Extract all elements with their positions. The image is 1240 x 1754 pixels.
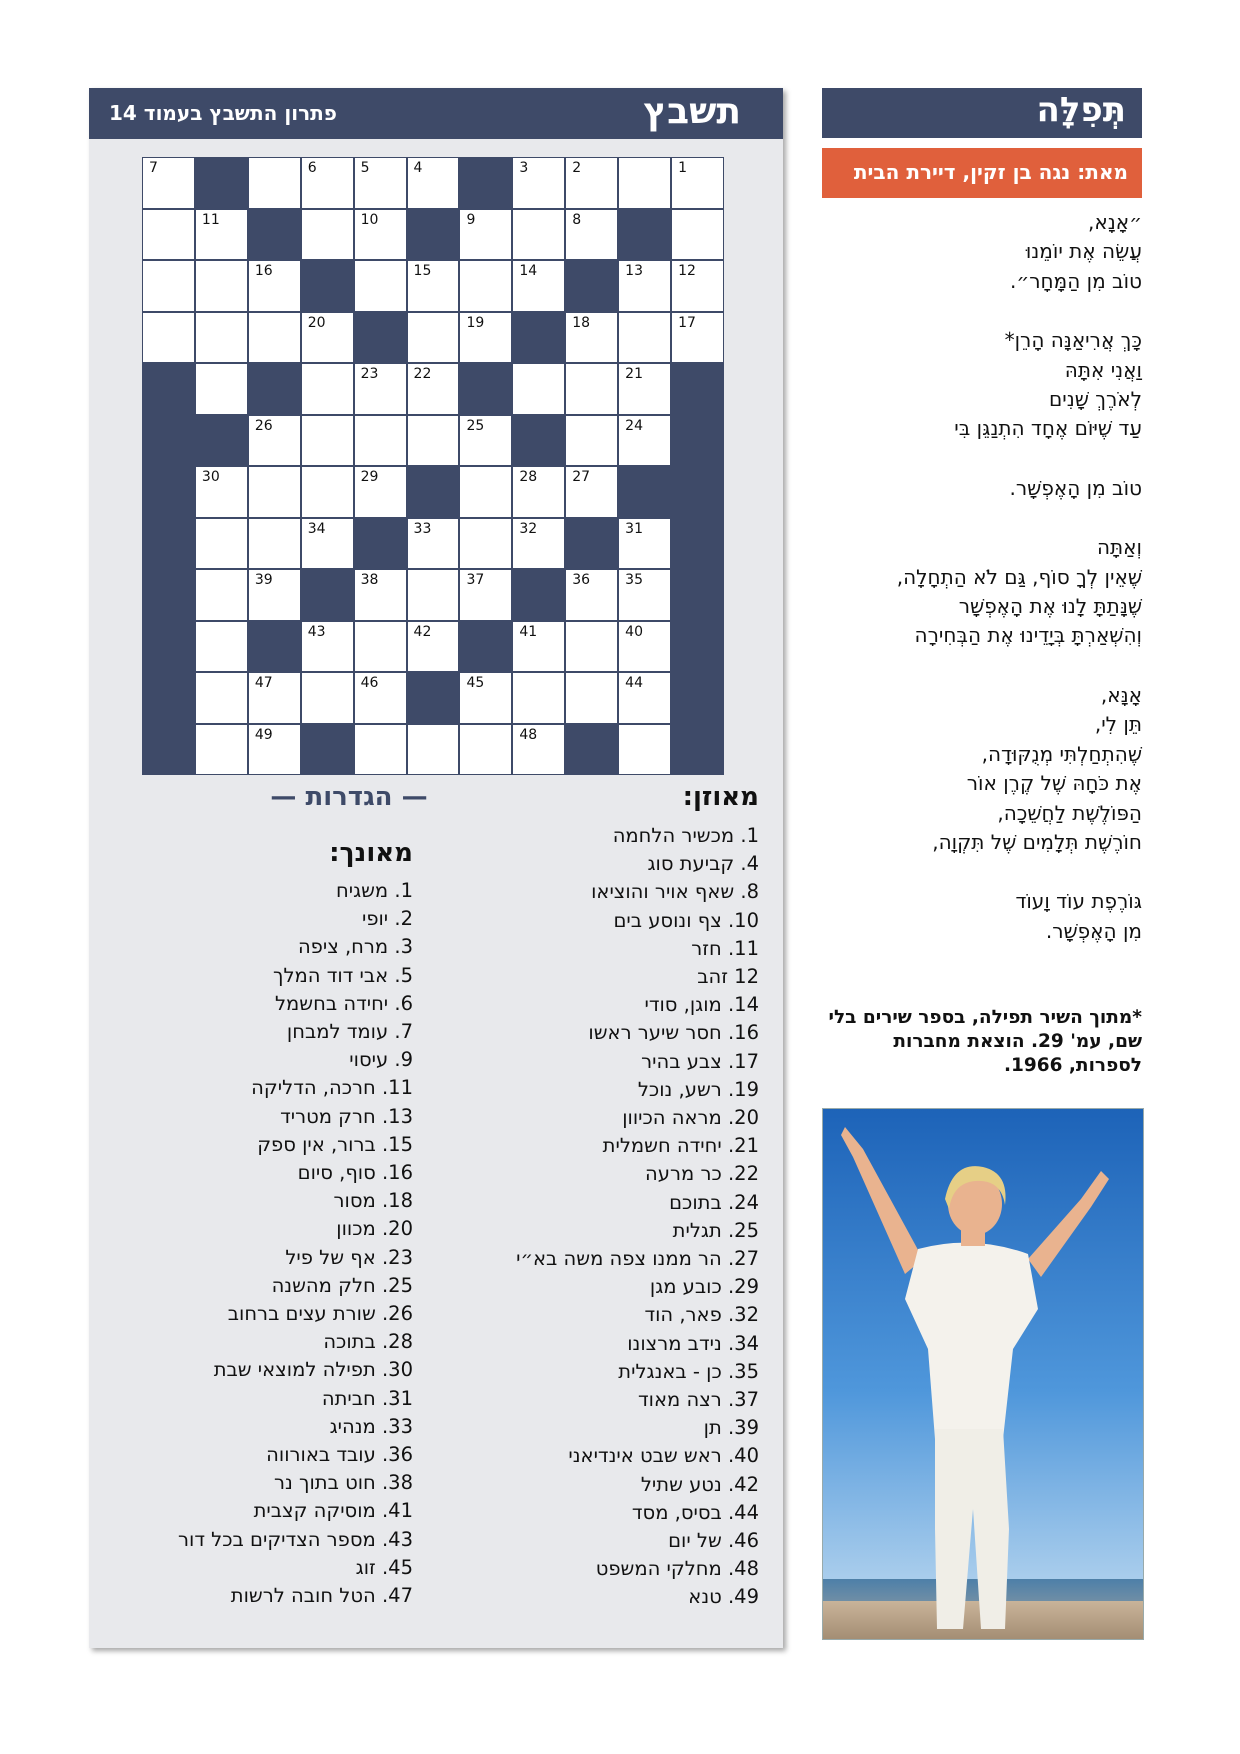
- poem-header: [822, 88, 1142, 138]
- crossword-cell[interactable]: [248, 466, 301, 518]
- down-clue: 23. אף של פיל: [285, 1245, 413, 1269]
- crossword-cell[interactable]: [354, 363, 407, 415]
- cell-number: 32: [519, 520, 538, 537]
- crossword-cell[interactable]: [354, 672, 407, 724]
- crossword-cell[interactable]: [618, 569, 671, 621]
- poem-line: שֶׁאֵין לְךָ סוֹף, גַּם לֹא הַתְחָלָה,: [896, 564, 1142, 589]
- cell-number: 21: [625, 366, 643, 382]
- across-clue: 19. רשע, נוכל: [637, 1077, 759, 1101]
- crossword-black-cell: [459, 363, 512, 415]
- across-clue: 14. מוגן, סודי: [644, 993, 759, 1017]
- crossword-cell[interactable]: [407, 569, 460, 621]
- cell-number: 13: [625, 263, 643, 279]
- down-clue: 2. יופי: [361, 907, 413, 931]
- cell-number: 35: [625, 572, 643, 588]
- cell-number: 4: [413, 160, 423, 176]
- cell-number: 44: [625, 675, 643, 691]
- poem-line: תֵּן לִי,: [1094, 712, 1142, 737]
- crossword-black-cell: [248, 621, 301, 673]
- across-clue: 22. כר מרעה: [645, 1162, 759, 1186]
- down-clue: 36. עובד באורווה: [266, 1443, 413, 1467]
- across-clue: 21. יחידה חשמלית: [602, 1134, 759, 1158]
- cell-number: 22: [413, 366, 432, 382]
- poem-line: שֶׁהִתְחַלְתִּי מְנֻקּוּדָה,: [981, 741, 1142, 766]
- across-clue: 24. בתוכם: [669, 1190, 759, 1214]
- cell-number: 18: [572, 314, 591, 331]
- cell-number: 37: [466, 572, 485, 588]
- crossword-black-cell: [671, 672, 724, 724]
- crossword-cell[interactable]: [407, 312, 460, 364]
- poem-line: אָנָּא,: [1100, 682, 1142, 707]
- across-clue: 35. כן - באנגלית: [618, 1359, 759, 1383]
- cell-number: 20: [307, 314, 326, 331]
- down-clue: 31. חביתה: [321, 1386, 413, 1410]
- poem-footnote: *מתוך השיר תפילה, בספר שירים בלי שם, עמ' 29. הוצאת מחברות לספרות, 1966.: [828, 1007, 1142, 1076]
- crossword-cell[interactable]: [301, 518, 354, 570]
- crossword-black-cell: [565, 518, 618, 570]
- poem-line: אֶת כֹּחָהּ שֶׁל קֶרֶן אוֹר: [966, 771, 1142, 796]
- crossword-black-cell: [512, 415, 565, 467]
- across-clue: 27. הר ממנו צפה משה בא״י: [516, 1247, 759, 1271]
- crossword-black-cell: [671, 415, 724, 467]
- crossword-cell[interactable]: [354, 569, 407, 621]
- crossword-cell[interactable]: [407, 415, 460, 467]
- cell-number: 1: [678, 160, 687, 176]
- crossword-cell[interactable]: [671, 157, 724, 209]
- crossword-cell[interactable]: [195, 569, 248, 621]
- crossword-black-cell: [671, 363, 724, 415]
- down-clue: 41. מוסיקה קצבית: [253, 1499, 413, 1523]
- crossword-black-cell: [142, 363, 195, 415]
- crossword-black-cell: [142, 415, 195, 467]
- down-clue: 6. יחידה בחשמל: [274, 991, 413, 1015]
- crossword-cell[interactable]: [565, 157, 618, 209]
- poem-stanza: [782, 474, 1142, 503]
- across-clue: 44. בסיס, מסד: [631, 1500, 759, 1524]
- poem-line: גּוֹרֶפֶת עוֹד וָעוֹד: [1015, 889, 1142, 914]
- crossword-black-cell: [671, 518, 724, 570]
- poem-stanza: [782, 208, 1142, 296]
- crossword-cell[interactable]: [301, 363, 354, 415]
- crossword-cell[interactable]: [565, 209, 618, 261]
- crossword-cell[interactable]: [354, 724, 407, 776]
- down-clue: 26. שורת עצים ברחוב: [227, 1302, 413, 1326]
- down-clue: 7. עומד למבחן: [286, 1020, 413, 1044]
- crossword-cell[interactable]: [142, 209, 195, 261]
- crossword-cell[interactable]: [301, 672, 354, 724]
- crossword-cell[interactable]: [565, 672, 618, 724]
- cell-number: 26: [254, 417, 273, 434]
- crossword-cell[interactable]: [512, 209, 565, 261]
- crossword-black-cell: [142, 621, 195, 673]
- crossword-cell[interactable]: [459, 260, 512, 312]
- cell-number: 7: [149, 160, 158, 176]
- crossword-black-cell: [142, 569, 195, 621]
- crossword-cell[interactable]: [301, 415, 354, 467]
- cell-number: 34: [307, 520, 326, 537]
- across-clue: 10. צף ונוסע בים: [613, 908, 759, 932]
- crossword-cell[interactable]: [195, 466, 248, 518]
- crossword-cell[interactable]: [459, 724, 512, 776]
- crossword-cell[interactable]: [512, 672, 565, 724]
- across-clue: 11. חזר: [691, 936, 759, 960]
- crossword-cell[interactable]: [618, 518, 671, 570]
- definitions-heading: — הגדרות —: [270, 782, 428, 812]
- poem-line: וַאֲנִי אִתָּהּ: [1064, 357, 1142, 382]
- cell-number: 23: [360, 366, 379, 382]
- cell-number: 39: [254, 572, 273, 588]
- crossword-black-cell: [142, 724, 195, 776]
- cell-number: 24: [625, 417, 643, 434]
- across-clue: 40. ראש שבט אינדיאני: [568, 1444, 759, 1468]
- crossword-black-cell: [301, 724, 354, 776]
- cell-number: 49: [254, 726, 273, 743]
- cell-number: 36: [572, 572, 591, 588]
- crossword-cell[interactable]: [618, 672, 671, 724]
- crossword-cell[interactable]: [512, 260, 565, 312]
- cell-number: 19: [466, 314, 485, 331]
- crossword-cell[interactable]: [142, 260, 195, 312]
- across-clue: 8. שאף אויר והוציאו: [591, 880, 759, 904]
- poem-line: טוֹב מִן הַמָּחָר״.: [1010, 268, 1142, 293]
- crossword-cell[interactable]: [301, 209, 354, 261]
- crossword-cell[interactable]: [195, 724, 248, 776]
- cell-number: 3: [519, 160, 529, 176]
- across-clue: 32. פאר, הוד: [644, 1303, 759, 1327]
- down-clue: 38. חוט בתוך נר: [273, 1471, 413, 1495]
- across-clue: 42. נטע שתיל: [640, 1472, 759, 1496]
- across-clue: 34. נידב מרצונו: [627, 1331, 759, 1355]
- crossword-cell[interactable]: [195, 209, 248, 261]
- crossword-black-cell: [142, 518, 195, 570]
- crossword-cell[interactable]: [671, 209, 724, 261]
- crossword-cell[interactable]: [459, 569, 512, 621]
- across-clue: 1. מכשיר הלחמה: [612, 824, 759, 847]
- crossword-black-cell: [671, 569, 724, 621]
- crossword-cell[interactable]: [512, 466, 565, 518]
- across-clues: [516, 822, 759, 1612]
- crossword-cell[interactable]: [618, 724, 671, 776]
- crossword-header: [89, 88, 783, 139]
- down-clue: 43. מספר הצדיקים בכל דור: [178, 1527, 413, 1551]
- across-clue: 29. כובע מגן: [649, 1275, 759, 1299]
- crossword-cell[interactable]: [671, 312, 724, 364]
- crossword-cell[interactable]: [512, 518, 565, 570]
- cell-number: 33: [413, 520, 432, 537]
- crossword-cell[interactable]: [565, 415, 618, 467]
- cell-number: 14: [519, 263, 538, 279]
- crossword-cell[interactable]: [195, 363, 248, 415]
- crossword-cell[interactable]: [248, 260, 301, 312]
- crossword-cell[interactable]: [618, 157, 671, 209]
- across-clue: 12 זהב: [697, 965, 759, 989]
- crossword-cell[interactable]: [354, 621, 407, 673]
- poem-line: טוֹב מִן הָאֶפְשָׁר.: [1009, 475, 1142, 500]
- crossword-black-cell: [407, 209, 460, 261]
- cell-number: 27: [572, 469, 591, 485]
- crossword-cell[interactable]: [565, 621, 618, 673]
- crossword-cell[interactable]: [301, 312, 354, 364]
- crossword-black-cell: [248, 209, 301, 261]
- crossword-cell[interactable]: [618, 363, 671, 415]
- down-clue: 28. בתוכה: [323, 1330, 413, 1354]
- cell-number: 17: [678, 314, 696, 331]
- across-clue: 39. תן: [703, 1416, 759, 1440]
- crossword-cell[interactable]: [248, 312, 301, 364]
- crossword-black-cell: [195, 157, 248, 209]
- crossword-cell[interactable]: [354, 157, 407, 209]
- across-clue: 37. רצה מאוד: [638, 1388, 759, 1412]
- crossword-cell[interactable]: [195, 312, 248, 364]
- cell-number: 5: [360, 160, 370, 176]
- crossword-black-cell: [248, 363, 301, 415]
- crossword-cell[interactable]: [671, 260, 724, 312]
- beach-photo-illustration: [823, 1109, 1143, 1639]
- crossword-cell[interactable]: [459, 415, 512, 467]
- poem-title: תְּפִלָּה: [1036, 90, 1126, 130]
- across-clue: 4. קביעת סוג: [647, 852, 759, 876]
- crossword-black-cell: [407, 672, 460, 724]
- crossword-cell[interactable]: [301, 466, 354, 518]
- cell-number: 9: [466, 211, 476, 228]
- crossword-black-cell: [512, 312, 565, 364]
- crossword-black-cell: [618, 209, 671, 261]
- cell-number: 40: [625, 623, 643, 640]
- crossword-cell[interactable]: [248, 672, 301, 724]
- crossword-cell[interactable]: [618, 415, 671, 467]
- down-clue: 13. חרק מטריד: [280, 1104, 413, 1128]
- author-credit: מאת: נגה בן זקין, דיירת הבית: [853, 160, 1128, 184]
- crossword-black-cell: [301, 260, 354, 312]
- crossword-cell[interactable]: [407, 260, 460, 312]
- crossword-cell[interactable]: [512, 724, 565, 776]
- cell-number: 46: [360, 675, 379, 691]
- cell-number: 47: [254, 675, 273, 691]
- cell-number: 43: [307, 623, 326, 640]
- across-clue: 46. של יום: [668, 1529, 759, 1553]
- crossword-cell[interactable]: [459, 209, 512, 261]
- down-heading: מאונך:: [329, 838, 413, 868]
- crossword-cell[interactable]: [459, 466, 512, 518]
- crossword-black-cell: [195, 415, 248, 467]
- author-bar: [822, 148, 1142, 198]
- crossword-black-cell: [354, 518, 407, 570]
- down-clue: 30. תפילה למוצאי שבת: [213, 1358, 413, 1382]
- crossword-cell[interactable]: [248, 157, 301, 209]
- across-clue: 16. חסר שיער ראשו: [588, 1021, 759, 1045]
- poem-line: וְאַתָּה: [1096, 535, 1142, 560]
- crossword-cell[interactable]: [407, 518, 460, 570]
- crossword-cell[interactable]: [301, 157, 354, 209]
- crossword-cell[interactable]: [354, 415, 407, 467]
- crossword-cell[interactable]: [618, 260, 671, 312]
- crossword-cell[interactable]: [459, 312, 512, 364]
- cell-number: 45: [466, 675, 485, 691]
- crossword-black-cell: [671, 466, 724, 518]
- poem-line: לְאֹרֶךְ שָׁנִים: [1048, 387, 1142, 412]
- poem-line: וְהִשְׁאַרְתָּ בְּיָדֵינוּ אֶת הַבְּחִירָה: [914, 623, 1142, 648]
- cell-number: 12: [678, 263, 696, 279]
- crossword-cell[interactable]: [459, 672, 512, 724]
- cell-number: 28: [519, 469, 538, 485]
- crossword-black-cell: [459, 621, 512, 673]
- across-clue: 25. תגלית: [672, 1218, 759, 1242]
- cell-number: 29: [360, 469, 379, 485]
- down-clue: 15. ברור, אין ספק: [257, 1132, 413, 1156]
- crossword-cell[interactable]: [565, 363, 618, 415]
- crossword-cell[interactable]: [407, 363, 460, 415]
- poem-line: חוֹרֶשֶׁת תְּלָמִים שֶׁל תִּקְוָה,: [932, 829, 1142, 854]
- down-clue: 5. אבי דוד המלך: [272, 963, 413, 987]
- across-clue: 17. צבע בהיר: [641, 1049, 759, 1073]
- poem-stanza: [782, 887, 1142, 946]
- poem-line: ״אָנָא,: [1088, 210, 1142, 234]
- crossword-black-cell: [142, 466, 195, 518]
- poem-stanza: [782, 326, 1142, 444]
- crossword-cell[interactable]: [512, 157, 565, 209]
- crossword-cell[interactable]: [512, 363, 565, 415]
- poem-line: כָּךְ אֲרִיאַנָּה הָרֵן*: [1004, 328, 1142, 353]
- down-clue: 20. מכוון: [336, 1217, 413, 1241]
- cell-number: 2: [572, 160, 582, 176]
- crossword-black-cell: [565, 724, 618, 776]
- crossword-black-cell: [671, 621, 724, 673]
- crossword-cell[interactable]: [248, 569, 301, 621]
- cell-number: 15: [413, 263, 432, 279]
- poem-line: עַד שֶׁיּוֹם אֶחָד הִתְנַגֵּן בִּי: [954, 416, 1142, 441]
- poem-line: הַפּוֹלֶשֶׁת לַחֲשֵׁכָה,: [997, 800, 1142, 825]
- cell-number: 42: [413, 623, 432, 640]
- crossword-cell[interactable]: [565, 466, 618, 518]
- crossword-black-cell: [354, 312, 407, 364]
- crossword-cell[interactable]: [195, 518, 248, 570]
- crossword-cell[interactable]: [142, 312, 195, 364]
- crossword-cell[interactable]: [407, 157, 460, 209]
- cell-number: 11: [201, 211, 220, 228]
- crossword-cell[interactable]: [248, 518, 301, 570]
- crossword-cell[interactable]: [618, 621, 671, 673]
- down-clues: [178, 877, 413, 1610]
- down-clue: 11. חרכה, הדליקה: [251, 1076, 413, 1100]
- crossword-cell[interactable]: [248, 724, 301, 776]
- crossword-cell[interactable]: [459, 518, 512, 570]
- cell-number: 6: [307, 160, 317, 176]
- crossword-cell[interactable]: [195, 672, 248, 724]
- cell-number: 16: [254, 263, 273, 279]
- poem-body: [782, 208, 1142, 976]
- crossword-title: תשבץ: [643, 91, 741, 132]
- solution-note: פתרון התשבץ בעמוד 14: [109, 101, 337, 125]
- crossword-black-cell: [671, 724, 724, 776]
- cell-number: 10: [360, 211, 379, 228]
- crossword-cell[interactable]: [354, 260, 407, 312]
- down-clue: 45. זוג: [355, 1555, 413, 1579]
- crossword-cell[interactable]: [195, 260, 248, 312]
- woman-arms-raised-photo: [822, 1108, 1144, 1640]
- across-clue: 49. טנא: [688, 1585, 759, 1609]
- crossword-cell[interactable]: [618, 312, 671, 364]
- crossword-cell[interactable]: [248, 415, 301, 467]
- poem-line: עֲשֵׂה אֶת יוֹמֵנוּ: [1025, 239, 1142, 264]
- poem-stanza: [782, 681, 1142, 857]
- crossword-cell[interactable]: [142, 157, 195, 209]
- down-clue: 1. משגיח: [335, 879, 413, 902]
- down-clue: 16. סוף, סיום: [297, 1161, 413, 1185]
- crossword-black-cell: [565, 260, 618, 312]
- crossword-black-cell: [459, 157, 512, 209]
- cell-number: 38: [360, 572, 379, 588]
- crossword-cell[interactable]: [354, 466, 407, 518]
- across-heading: מאוזן:: [682, 782, 759, 812]
- crossword-cell[interactable]: [407, 724, 460, 776]
- crossword-black-cell: [142, 672, 195, 724]
- down-clue: 33. מנהיג: [329, 1414, 413, 1438]
- down-clue: 47. הטל חובה לרשות: [230, 1584, 413, 1608]
- crossword-panel: [89, 88, 783, 1648]
- down-clue: 18. מסור: [333, 1189, 413, 1213]
- across-clue: 20. מראה הכיוון: [622, 1106, 759, 1130]
- cell-number: 31: [625, 520, 643, 537]
- down-clue: 25. חלק מהשנה: [271, 1273, 413, 1297]
- crossword-cell[interactable]: [301, 621, 354, 673]
- down-clue: 3. מרח, ציפה: [297, 935, 413, 959]
- cell-number: 8: [572, 211, 582, 228]
- crossword-cell[interactable]: [354, 209, 407, 261]
- crossword-cell[interactable]: [565, 569, 618, 621]
- crossword-cell[interactable]: [195, 621, 248, 673]
- crossword-grid: [142, 157, 724, 775]
- poem-line: שֶׁנָּתַתָּ לָנוּ אֶת הָאֶפְשָׁר: [958, 594, 1142, 619]
- crossword-black-cell: [407, 466, 460, 518]
- crossword-black-cell: [301, 569, 354, 621]
- cell-number: 30: [201, 469, 220, 485]
- poem-line: מִן הָאֶפְשָׁר.: [1045, 918, 1142, 943]
- cell-number: 25: [466, 417, 485, 434]
- crossword-cell[interactable]: [512, 621, 565, 673]
- crossword-black-cell: [512, 569, 565, 621]
- crossword-cell[interactable]: [407, 621, 460, 673]
- cell-number: 48: [519, 726, 538, 743]
- cell-number: 41: [519, 623, 538, 640]
- poem-stanza: [782, 533, 1142, 651]
- crossword-cell[interactable]: [565, 312, 618, 364]
- crossword-black-cell: [618, 466, 671, 518]
- across-clue: 48. מחלקי המשפט: [595, 1557, 759, 1581]
- down-clue: 9. עיסוי: [349, 1048, 413, 1072]
